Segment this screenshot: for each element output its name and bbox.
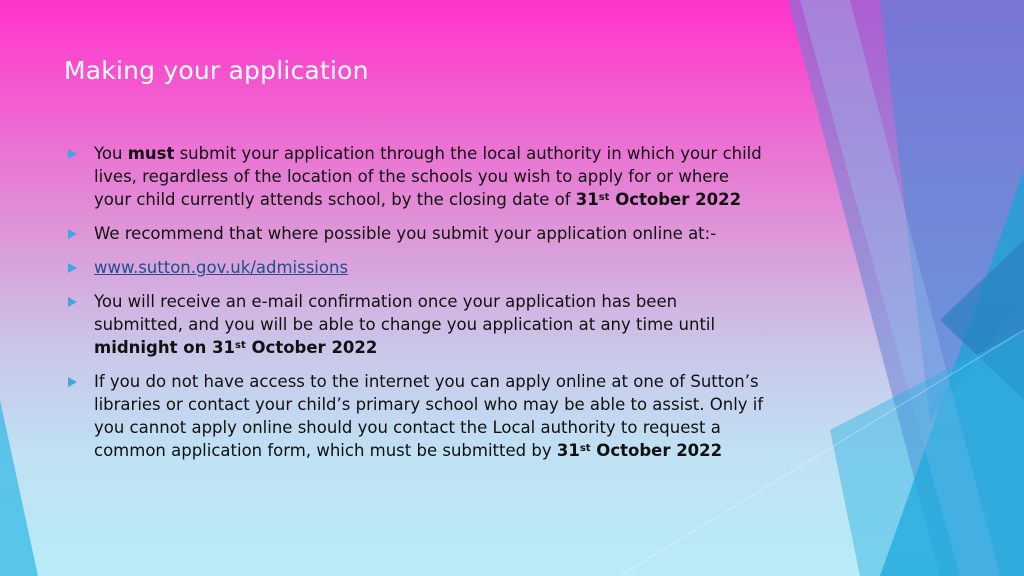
bullet-arrow-icon <box>68 297 77 307</box>
bullet-list <box>66 142 766 473</box>
deadline-text: midnight on 31 <box>94 338 236 357</box>
ordinal-suffix: st <box>579 443 591 454</box>
bullet-text: You <box>94 144 128 163</box>
closing-month-year: October 2022 <box>609 190 742 209</box>
closing-day: 31 <box>556 441 580 460</box>
bullet-text: We recommend that where possible you submit your application online at:- <box>94 224 717 243</box>
bullet-item-recommend <box>66 222 766 245</box>
bullet-text: You will receive an e-mail confirmation once your application has been submitted, and you will be able to change you application at any time until <box>94 292 716 334</box>
bullet-arrow-icon <box>68 377 77 387</box>
bullet-item-no-internet <box>66 370 766 462</box>
bullet-emphasis: must <box>127 144 175 163</box>
deadline-month-year: October 2022 <box>245 338 378 357</box>
bullet-item-link <box>66 256 766 279</box>
bullet-arrow-icon <box>68 149 77 159</box>
ordinal-suffix: st <box>598 192 610 203</box>
bullet-arrow-icon <box>68 263 77 273</box>
deco-panel-left <box>0 400 38 576</box>
closing-day: 31 <box>575 190 599 209</box>
bullet-text: submit your application through the local authority in which your child lives, regardless of the location of the schools you wish to apply for or where your child currently attends school, by the closing date of <box>94 144 762 209</box>
slide-title: Making your application <box>64 56 369 85</box>
closing-month-year: October 2022 <box>590 441 723 460</box>
bullet-text: If you do not have access to the internet you can apply online at one of Sutton’s libraries or contact your child’s primary school who may be able to assist. Only if you cannot apply online should you contact the Local authority to request a common application form, which must be submitted by <box>94 372 764 460</box>
ordinal-suffix: st <box>235 340 246 351</box>
bullet-item-submit <box>66 142 766 211</box>
admissions-link[interactable]: www.sutton.gov.uk/admissions <box>94 258 349 277</box>
bullet-arrow-icon <box>68 229 77 239</box>
bullet-item-confirmation <box>66 290 766 359</box>
